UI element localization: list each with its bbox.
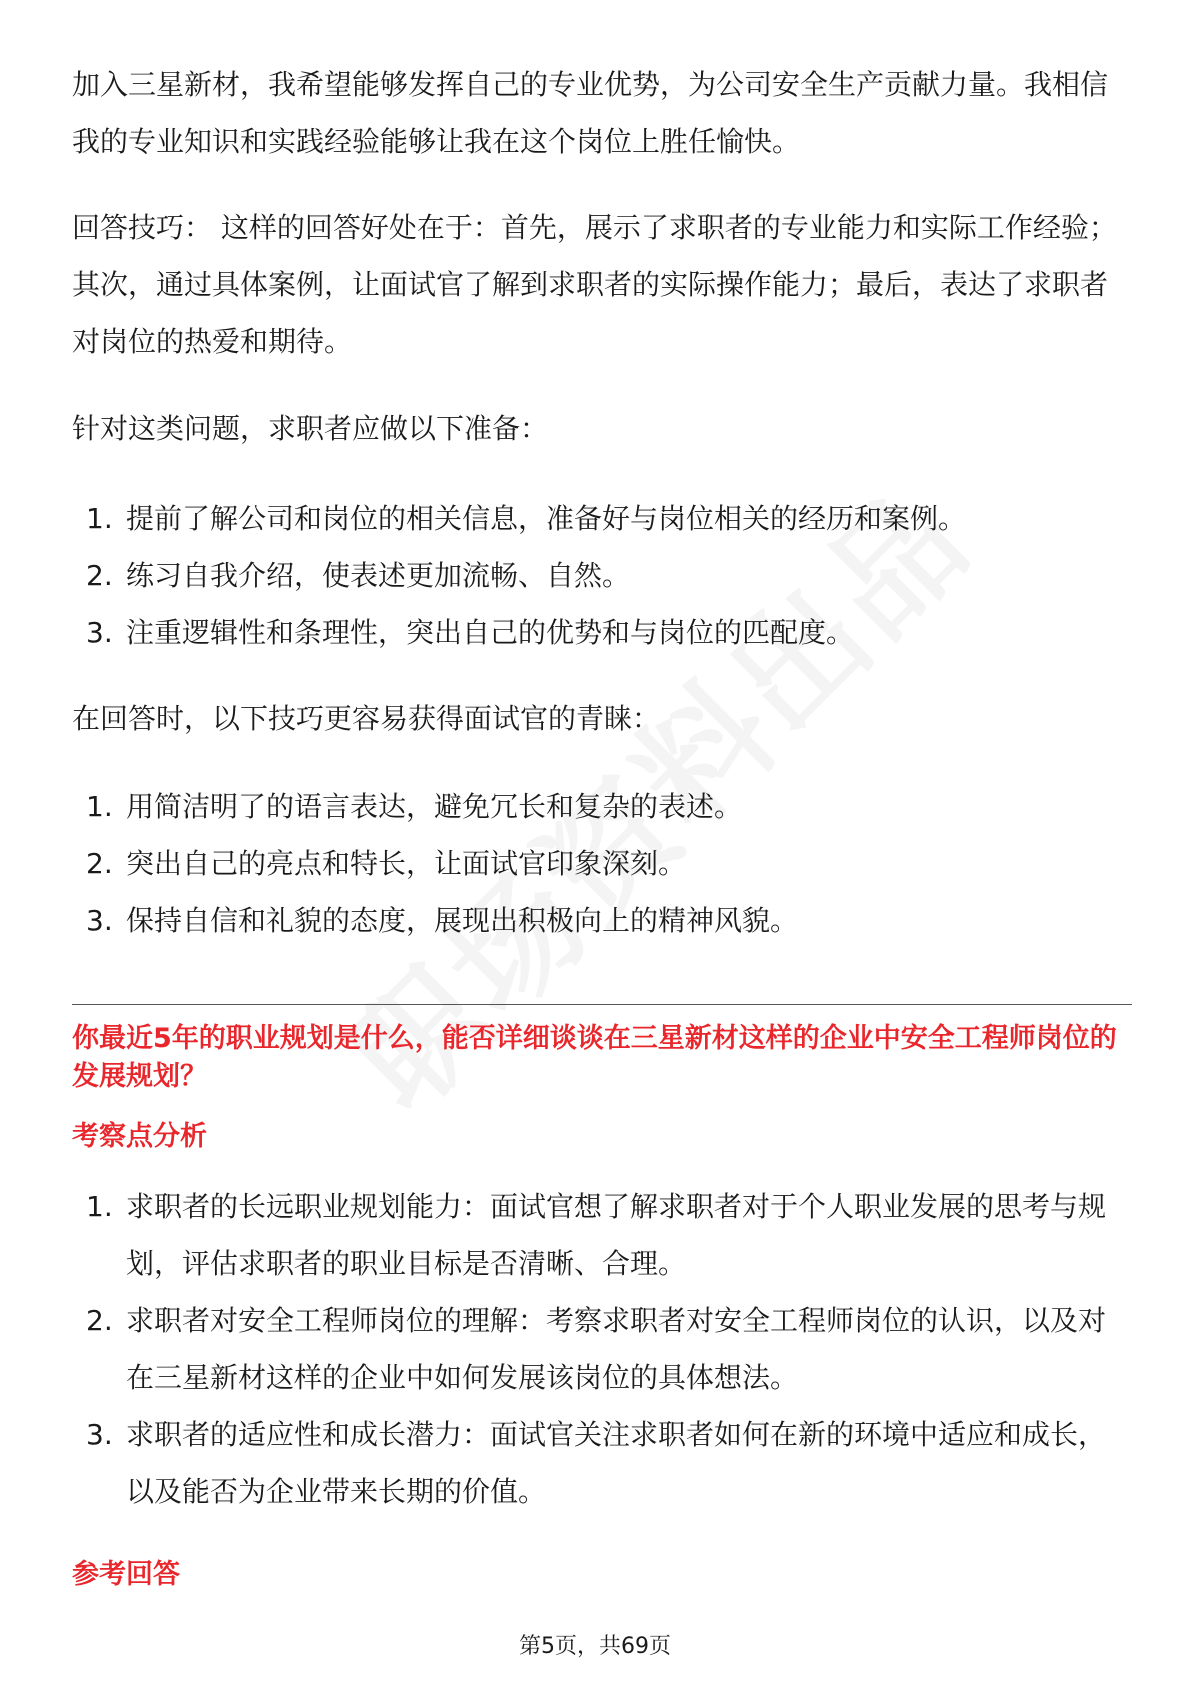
list-item [72,1406,1132,1520]
prep-list [72,490,1132,661]
list-number: 3. [86,904,113,937]
answer-heading: 参考回答 [72,1559,180,1590]
list-item-text: 突出自己的亮点和特长，让面试官印象深刻。 [126,847,687,880]
list-number: 3. [86,616,113,649]
list-item-text: 求职者的适应性和成长潜力：面试官关注求职者如何在新的环境中适应和成长，以及能否为企业带来长期的价值。 [126,1418,1107,1508]
question-heading: 你最近5年的职业规划是什么，能否详细谈谈在三星新材这样的企业中安全工程师岗位的发展规划？ [72,1023,1117,1092]
skills-intro: 在回答时，以下技巧更容易获得面试官的青睐： [72,702,661,735]
list-item [72,547,1132,604]
skills-list [72,778,1132,949]
list-number: 2. [86,559,113,592]
list-number: 1. [86,1190,113,1223]
list-item [72,778,1132,835]
list-number: 2. [86,1304,113,1337]
list-item-text: 用简洁明了的语言表达，避免冗长和复杂的表述。 [126,790,743,823]
list-item-text: 练习自我介绍，使表述更加流畅、自然。 [126,559,631,592]
list-item-text: 提前了解公司和岗位的相关信息，准备好与岗位相关的经历和案例。 [126,502,967,535]
list-item-text: 注重逻辑性和条理性，突出自己的优势和与岗位的匹配度。 [126,616,855,649]
tip-paragraph: 回答技巧： 这样的回答好处在于：首先，展示了求职者的专业能力和实际工作经验；其次，通过具体案例，让面试官了解到求职者的实际操作能力；最后，表达了求职者对岗位的热爱和期待。 [72,211,1117,358]
list-item [72,1178,1132,1292]
list-number: 3. [86,1418,113,1451]
list-item [72,835,1132,892]
list-item [72,604,1132,661]
list-item [72,892,1132,949]
list-number: 1. [86,790,113,823]
list-item [72,1292,1132,1406]
page-footer: 第5页，共69页 [519,1634,671,1659]
list-item-text: 求职者对安全工程师岗位的理解：考察求职者对安全工程师岗位的认识，以及对在三星新材这样的企业中如何发展该岗位的具体想法。 [126,1304,1107,1394]
analysis-list [72,1178,1132,1520]
section-divider [72,1004,1132,1005]
list-item-text: 保持自信和礼貌的态度，展现出积极向上的精神风貌。 [126,904,799,937]
analysis-heading: 考察点分析 [72,1121,207,1152]
prep-intro: 针对这类问题，求职者应做以下准备： [72,412,549,445]
intro-paragraph: 加入三星新材，我希望能够发挥自己的专业优势，为公司安全生产贡献力量。我相信我的专业知识和实践经验能够让我在这个岗位上胜任愉快。 [72,68,1109,158]
list-item [72,490,1132,547]
list-number: 2. [86,847,113,880]
list-number: 1. [86,502,113,535]
list-item-text: 求职者的长远职业规划能力：面试官想了解求职者对于个人职业发展的思考与规划，评估求职者的职业目标是否清晰、合理。 [126,1190,1107,1280]
